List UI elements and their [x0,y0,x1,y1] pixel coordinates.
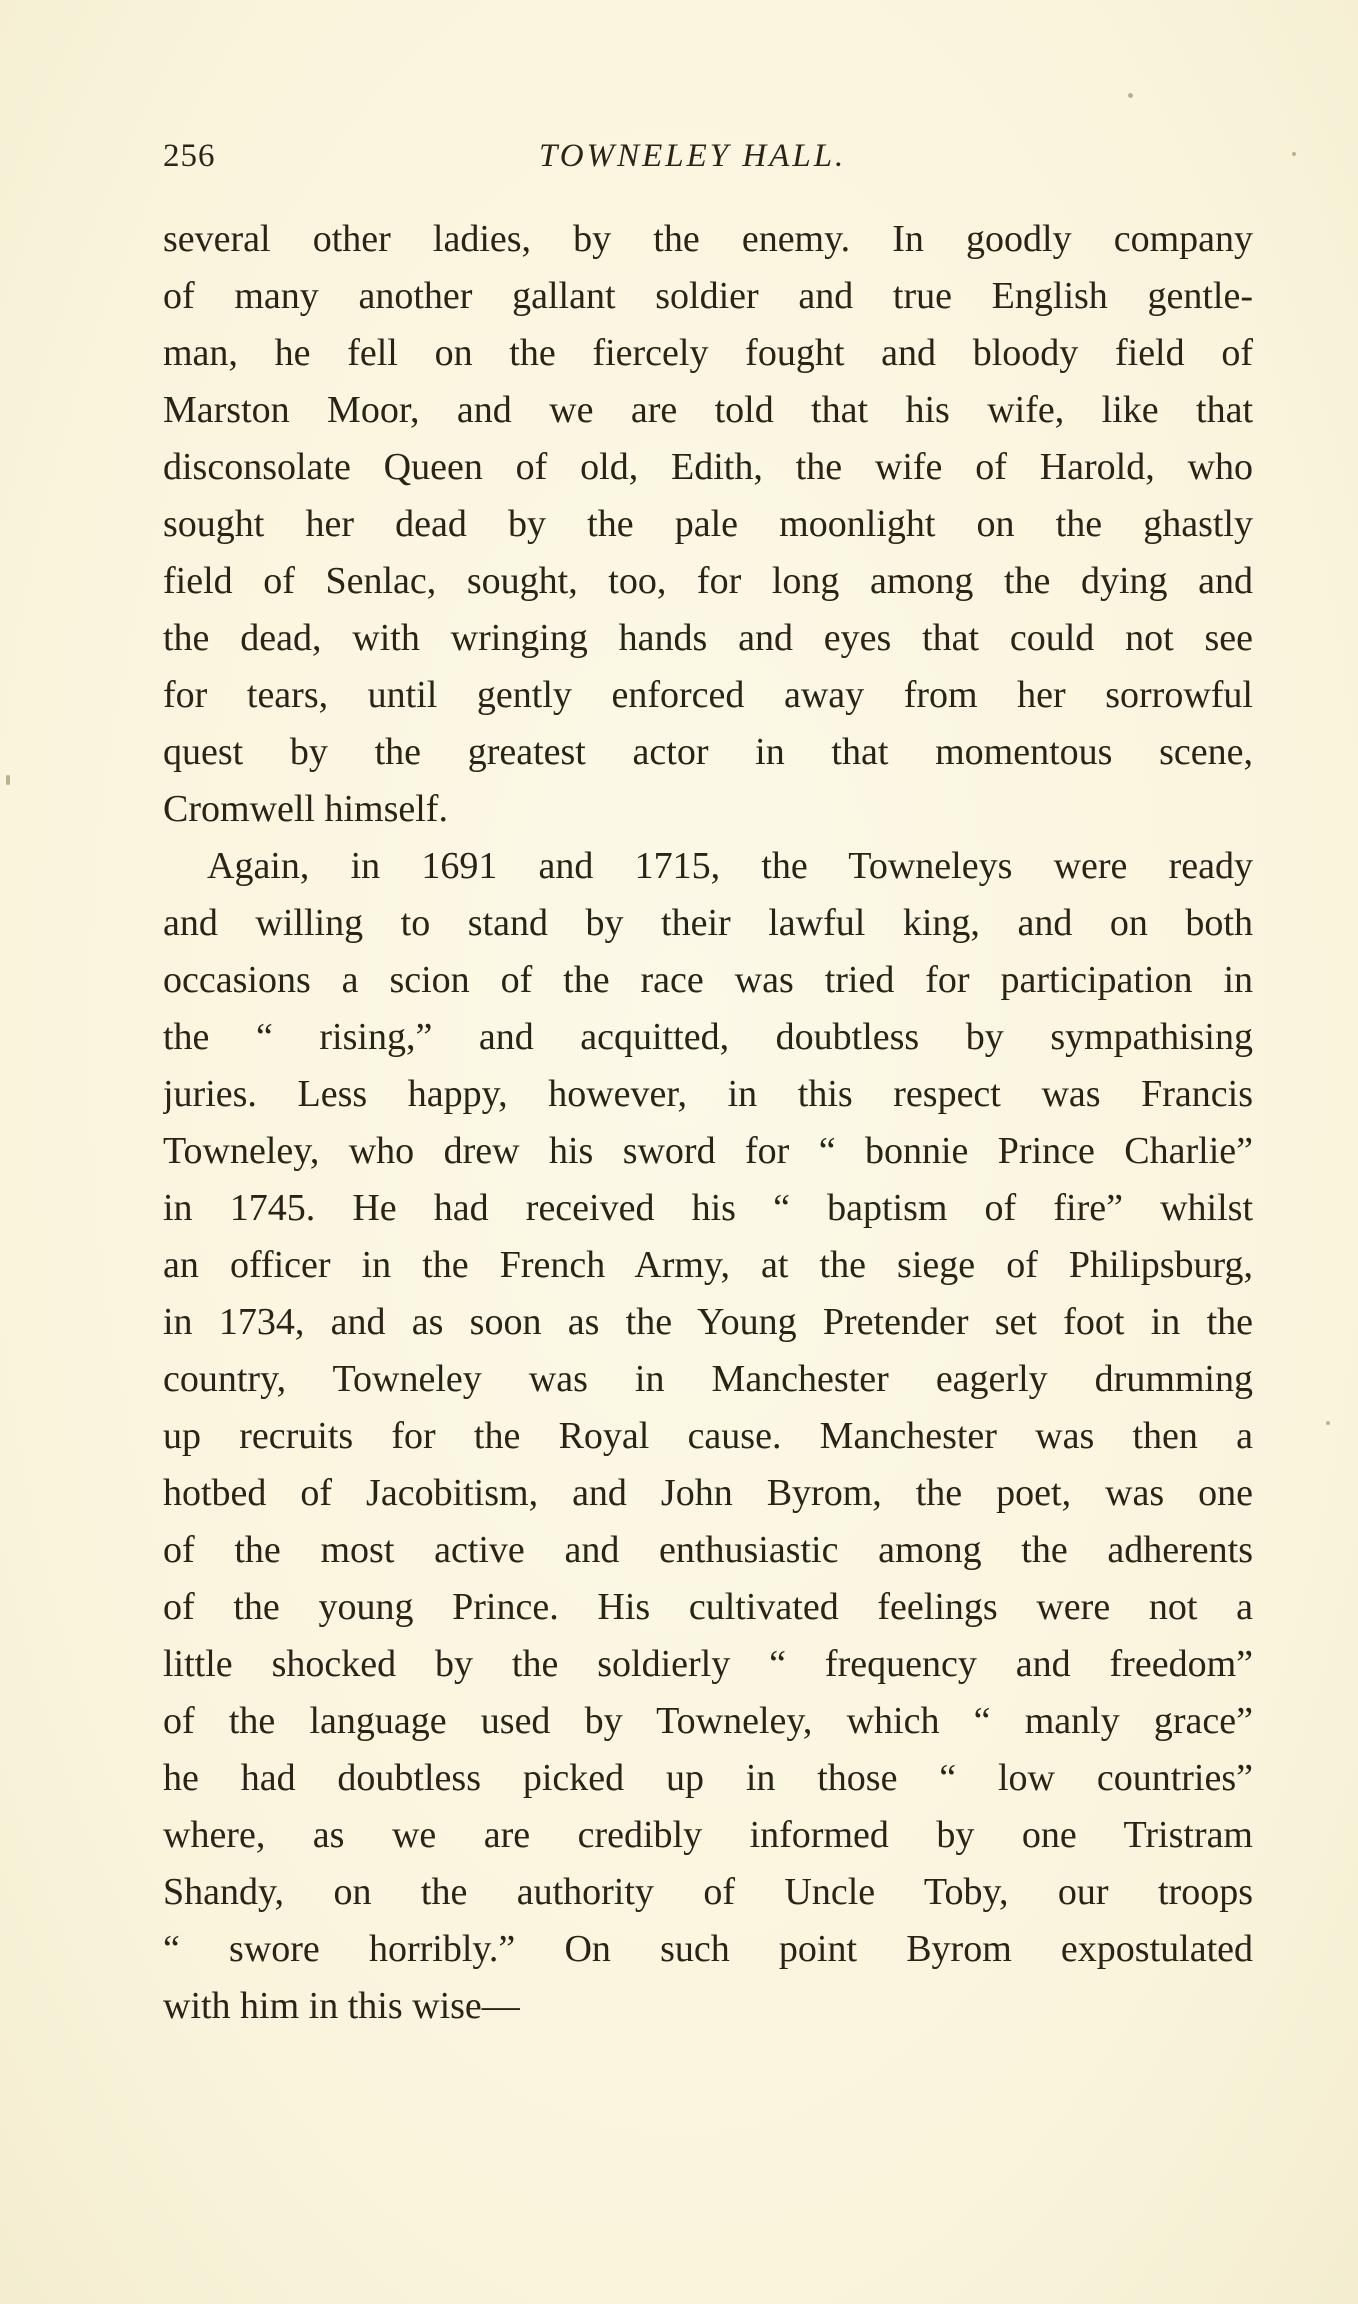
text-line: he had doubtless picked up in those “ low countries” [163,1757,1253,1799]
text-line: sought her dead by the pale moonlight on the ghastly [163,503,1253,545]
paper-speck [1292,152,1296,156]
body-text [163,211,1253,2035]
paragraph-end-line: Cromwell himself. [163,788,448,830]
text-line: hotbed of Jacobitism, and John Byrom, the poet, was one [163,1472,1253,1514]
text-line: man, he fell on the fiercely fought and bloody field of [163,332,1253,374]
text-line: an officer in the French Army, at the siege of Philipsburg, [163,1244,1253,1286]
paper-speck [1128,93,1133,98]
text-line: occasions a scion of the race was tried for participation in [163,959,1253,1001]
text-line: of the language used by Towneley, which “ manly grace” [163,1700,1253,1742]
paper-speck [6,775,10,785]
text-line: the “ rising,” and acquitted, doubtless by sympathising [163,1016,1253,1058]
text-line: of the most active and enthusiastic among the adherents [163,1529,1253,1571]
text-line: country, Towneley was in Manchester eagerly drumming [163,1358,1253,1400]
text-line: quest by the greatest actor in that momentous scene, [163,731,1253,773]
text-line: of the young Prince. His cultivated feelings were not a [163,1586,1253,1628]
text-line: for tears, until gently enforced away from her sorrowful [163,674,1253,716]
text-line: the dead, with wringing hands and eyes that could not see [163,617,1253,659]
text-line: little shocked by the soldierly “ frequency and freedom” [163,1643,1253,1685]
text-line: Shandy, on the authority of Uncle Toby, our troops [163,1871,1253,1913]
text-line: in 1745. He had received his “ baptism of fire” whilst [163,1187,1253,1229]
text-line: in 1734, and as soon as the Young Pretender set foot in the [163,1301,1253,1343]
text-line: where, as we are credibly informed by one Tristram [163,1814,1253,1856]
text-line: disconsolate Queen of old, Edith, the wife of Harold, who [163,446,1253,488]
text-line: up recruits for the Royal cause. Manchester was then a [163,1415,1253,1457]
text-line: and willing to stand by their lawful king, and on both [163,902,1253,944]
page-number: 256 [163,138,216,174]
paragraph-end-line: with him in this wise— [163,1985,520,2027]
text-line: juries. Less happy, however, in this respect was Francis [163,1073,1253,1115]
text-line: field of Senlac, sought, too, for long among the dying and [163,560,1253,602]
paragraph-first-line: Again, in 1691 and 1715, the Towneleys were ready [207,845,1253,887]
text-line: Marston Moor, and we are told that his wife, like that [163,389,1253,431]
paper-speck [1326,1421,1330,1425]
running-title: TOWNELEY HALL. [539,138,847,174]
text-line: Towneley, who drew his sword for “ bonnie Prince Charlie” [163,1130,1253,1172]
text-line: “ swore horribly.” On such point Byrom expostulated [163,1928,1253,1970]
text-line: several other ladies, by the enemy. In goodly company [163,218,1253,260]
page-header [163,138,1253,188]
text-line: of many another gallant soldier and true English gentle- [163,275,1253,317]
